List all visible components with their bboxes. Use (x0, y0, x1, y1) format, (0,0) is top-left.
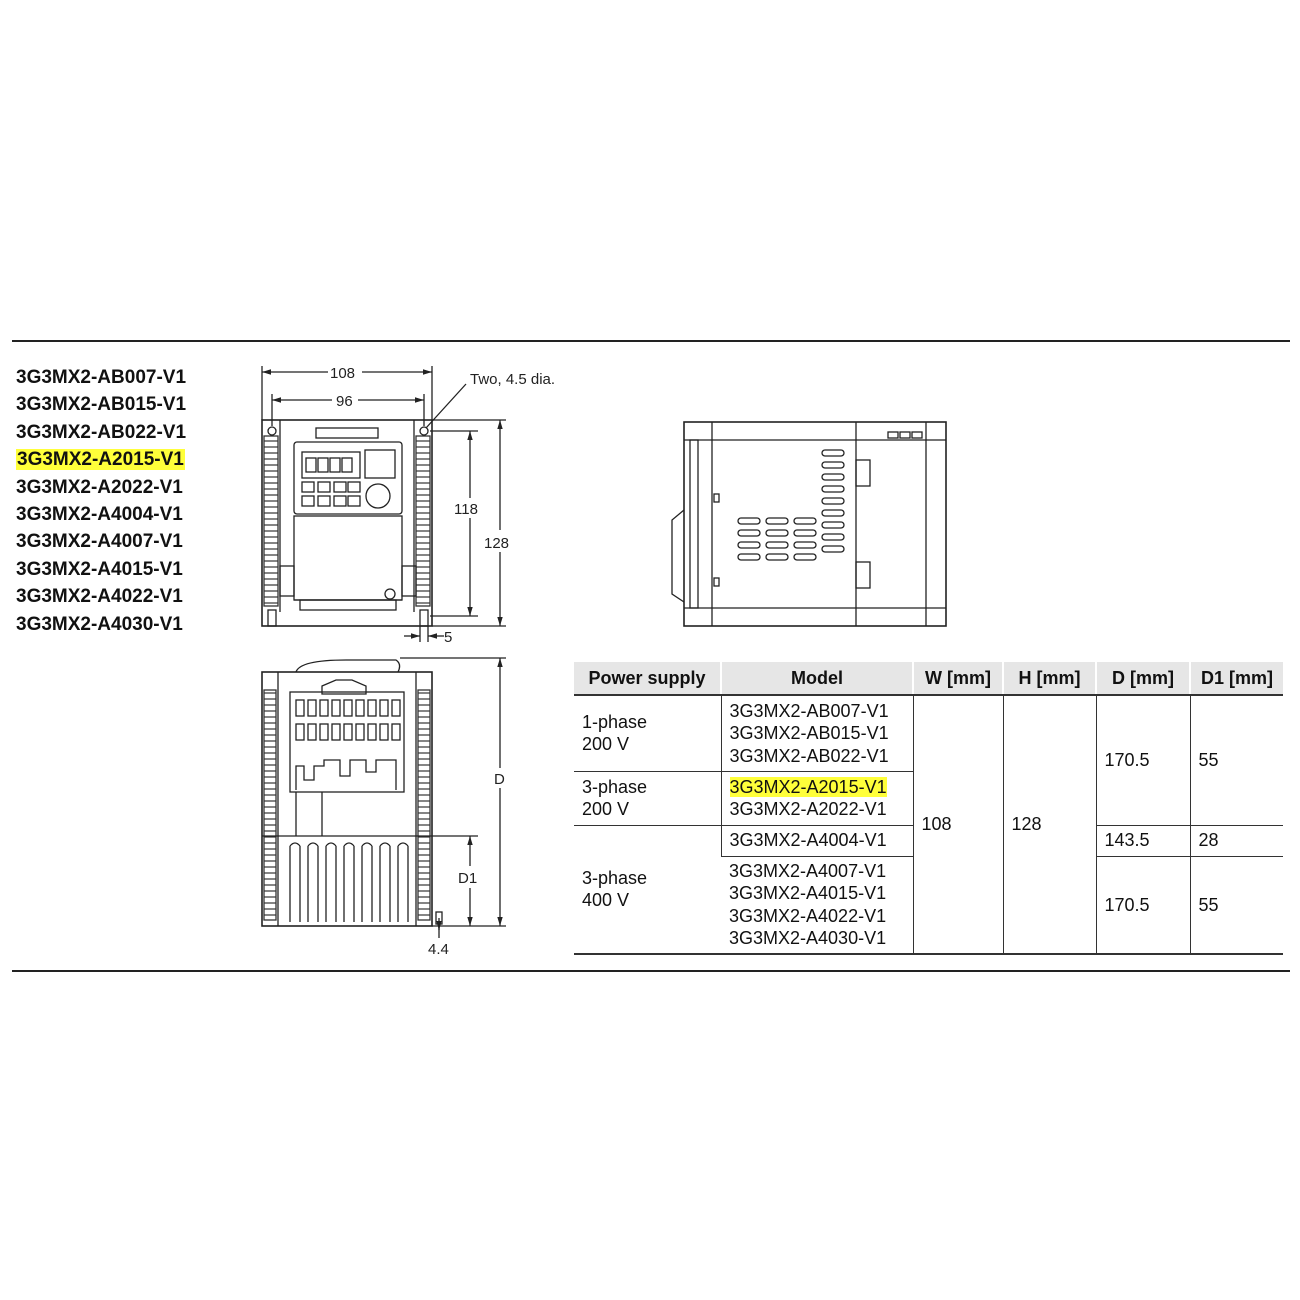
dim-mount-width-label: 96 (336, 393, 353, 410)
side-view (672, 422, 946, 626)
model-list-item: 3G3MX2-AB007-V1 (16, 367, 187, 388)
model-list-item: 3G3MX2-A4004-V1 (16, 503, 183, 525)
model-cell: 3G3MX2-A2015-V1 3G3MX2-A2022-V1 (721, 771, 913, 825)
depth-cell: 143.5 (1096, 825, 1190, 856)
table-row (574, 695, 1283, 771)
table-header-row (574, 662, 1283, 695)
dim-height-label: 128 (484, 535, 510, 552)
supply-cell: 3-phase 200 V (574, 771, 721, 825)
bottom-view (262, 658, 506, 958)
model-list-item: 3G3MX2-AB022-V1 (16, 421, 187, 443)
model-list-item-highlighted: 3G3MX2-A2015-V1 (17, 449, 184, 471)
header-d1: D1 [mm] (1190, 662, 1283, 695)
model-list-item: 3G3MX2-A4007-V1 (16, 531, 183, 553)
model-list-item: 3G3MX2-A2022-V1 (16, 476, 183, 498)
model-cell: 3G3MX2-A4007-V1 3G3MX2-A4015-V1 3G3MX2-A4022-V1 3G3MX2-A4030-V1 (721, 856, 913, 954)
dim-slot-label: 5 (444, 629, 453, 646)
header-power-supply: Power supply (574, 662, 721, 695)
header-depth: D [mm] (1096, 662, 1190, 695)
dim-depth-label: D (494, 771, 505, 788)
depth-cell: 170.5 (1096, 695, 1190, 825)
height-cell: 128 (1003, 695, 1096, 954)
d1-cell: 55 (1190, 695, 1283, 825)
model-list-item: 3G3MX2-AB015-V1 (16, 394, 187, 416)
dim-width-label: 108 (330, 365, 356, 382)
bottom-fins (290, 843, 408, 922)
dim-foot-label: 4.4 (428, 941, 449, 958)
supply-cell: 1-phase 200 V (574, 695, 721, 771)
dimensions-table (574, 662, 1283, 955)
model-list-item: 3G3MX2-A4022-V1 (16, 586, 183, 608)
header-width: W [mm] (913, 662, 1003, 695)
highlighted-model: 3G3MX2-A2015-V1 (729, 776, 887, 797)
dim-d1-label: D1 (458, 870, 478, 887)
model-cell: 3G3MX2-A4004-V1 (721, 825, 913, 856)
header-model: Model (721, 662, 913, 695)
depth-cell: 170.5 (1096, 856, 1190, 954)
side-vents (738, 450, 844, 560)
model-cell: 3G3MX2-AB007-V1 3G3MX2-AB015-V1 3G3MX2-AB022-V1 (721, 695, 913, 771)
header-height: H [mm] (1003, 662, 1096, 695)
terminal-slots (296, 700, 400, 740)
model-list-item: 3G3MX2-A4030-V1 (16, 613, 183, 635)
supply-cell: 3-phase 400 V (574, 825, 721, 954)
d1-cell: 28 (1190, 825, 1283, 856)
hole-note-label: Two, 4.5 dia. (470, 371, 556, 388)
width-cell: 108 (913, 695, 1003, 954)
front-view (262, 365, 555, 646)
d1-cell: 55 (1190, 856, 1283, 954)
dim-mount-height-label: 118 (454, 501, 478, 518)
model-list-item: 3G3MX2-A4015-V1 (16, 558, 183, 580)
